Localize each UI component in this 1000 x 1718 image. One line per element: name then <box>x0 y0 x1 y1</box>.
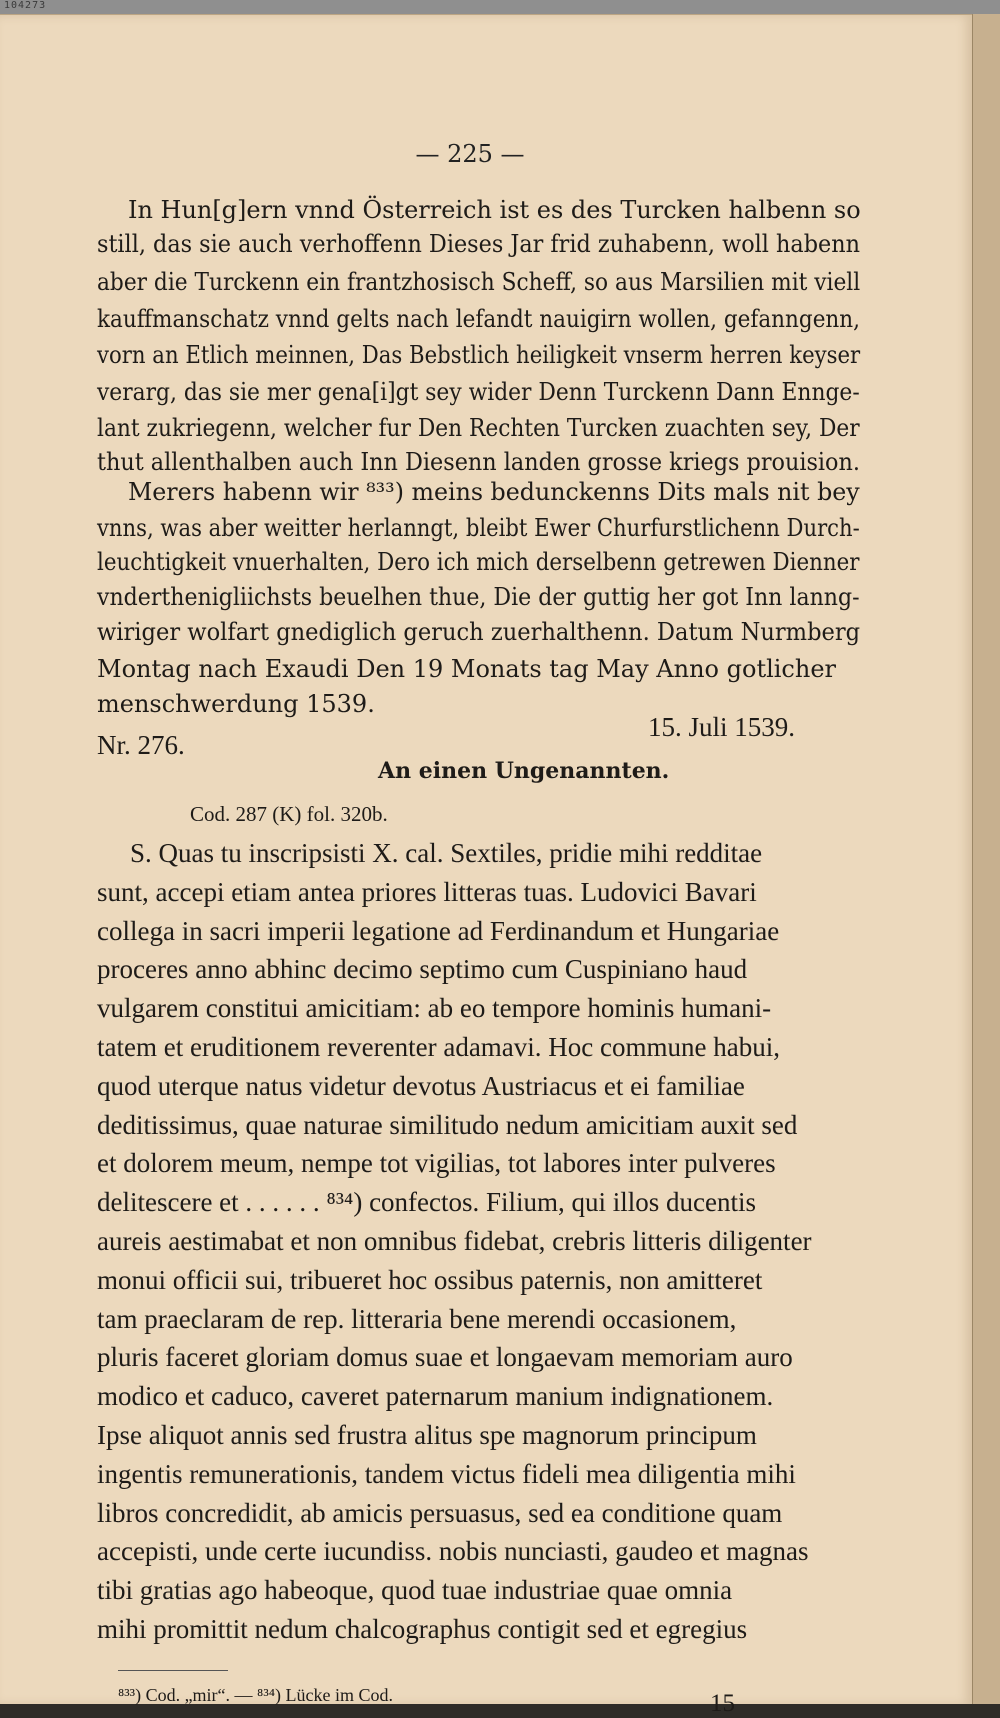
german-line: aber die Turckenn ein frantzhosisch Scheff, so aus Marsilien mit viell <box>97 268 861 296</box>
german-line: thut allenthalben auch Inn Diesenn landen grosse kriegs prouision. <box>97 448 860 476</box>
german-line: still, das sie auch verhoffenn Dieses Jar frid zuhabenn, woll habenn <box>97 230 860 258</box>
latin-line: aureis aestimabat et non omnibus fidebat, crebris litteris diligenter <box>97 1226 812 1256</box>
german-line: vnns, was aber weitter herlanngt, bleibt Ewer Churfurstlichenn Durch- <box>97 514 860 542</box>
latin-line: quod uterque natus videtur devotus Austriacus et ei familiae <box>97 1071 745 1101</box>
scan-label: 104273 <box>4 0 47 11</box>
letter-number: Nr. 276. <box>97 730 185 760</box>
latin-line: collega in sacri imperii legatione ad Ferdinandum et Hungariae <box>97 916 780 946</box>
latin-line: monui officii sui, tribueret hoc ossibus paternis, non amitteret <box>97 1265 763 1295</box>
german-line: wiriger wolfart gnediglich geruch zuerhalthenn. Datum Nurmberg <box>97 618 861 646</box>
german-line: In Hun[g]ern vnnd Österreich ist es des Turcken halbenn so <box>128 196 861 224</box>
german-line: vnderthenigliichsts beuelhen thue, Die der guttig her got Inn lanng- <box>97 583 860 611</box>
letter-heading: An einen Ungenannten. <box>378 758 670 784</box>
latin-line: S. Quas tu inscripsisti X. cal. Sextiles, pridie mihi redditae <box>130 838 763 868</box>
latin-line: tam praeclaram de rep. litteraria bene merendi occasionem, <box>97 1304 737 1334</box>
page-gutter <box>972 14 1000 1704</box>
letter-date: 15. Juli 1539. <box>648 712 796 742</box>
latin-line: vulgarem constitui amicitiam: ab eo tempore hominis humani- <box>97 993 772 1023</box>
latin-line: et dolorem meum, nempe tot vigilias, tot labores inter pulveres <box>97 1148 776 1178</box>
latin-line: mihi promittit nedum chalcographus contigit sed et egregius <box>97 1614 748 1644</box>
german-line: menschwerdung 1539. <box>97 690 375 718</box>
latin-line: proceres anno abhinc decimo septimo cum Cuspiniano haud <box>97 954 748 984</box>
signature-mark: 15 <box>710 1690 735 1717</box>
source-reference: Cod. 287 (K) fol. 320b. <box>190 802 388 826</box>
latin-line: tibi gratias ago habeoque, quod tuae industriae quae omnia <box>97 1575 733 1605</box>
latin-line: delitescere et . . . . . . ⁸³⁴) confectos. Filium, qui illos ducentis <box>97 1187 757 1217</box>
latin-line: tatem et eruditionem reverenter adamavi. Hoc commune habui, <box>97 1032 780 1062</box>
latin-line: modico et caduco, caveret paternarum manium indignationem. <box>97 1381 774 1411</box>
page-number: — 225 — <box>415 140 525 168</box>
footnote-separator <box>118 1670 228 1671</box>
scan-bottom-edge <box>0 1704 1000 1718</box>
latin-line: libros concredidit, ab amicis persuasus, sed ea conditione quam <box>97 1498 783 1528</box>
german-line: verarg, das sie mer gena[i]gt sey wider Denn Turckenn Dann Ennge- <box>97 378 860 406</box>
latin-line: ingentis remunerationis, tandem victus fideli mea diligentia mihi <box>97 1459 796 1489</box>
latin-line: Ipse aliquot annis sed frustra alitus spe magnorum principum <box>97 1420 757 1450</box>
latin-line: sunt, accepi etiam antea priores litteras tuas. Ludovici Bavari <box>97 877 757 907</box>
latin-line: pluris faceret gloriam domus suae et longaevam memoriam auro <box>97 1342 793 1372</box>
german-line: Montag nach Exaudi Den 19 Monats tag May Anno gotlicher <box>97 655 837 683</box>
german-line: kauffmanschatz vnnd gelts nach lefandt nauigirn wollen, gefanngenn, <box>97 305 861 333</box>
german-line: lant zukriegenn, welcher fur Den Rechten Turcken zuachten sey, Der <box>97 414 860 442</box>
footnotes: ⁸³³) Cod. „mir“. — ⁸³⁴) Lücke im Cod. <box>118 1685 393 1705</box>
latin-line: accepisti, unde certe iucundiss. nobis nunciasti, gaudeo et magnas <box>97 1536 809 1566</box>
german-line: Merers habenn wir ⁸³³) meins bedunckenns Dits mals nit bey <box>128 478 860 506</box>
german-line: leuchtigkeit vnuerhalten, Dero ich mich derselbenn getrewen Dienner <box>97 548 860 576</box>
german-line: vorn an Etlich meinnen, Das Bebstlich heiligkeit vnserm herren keyser <box>97 341 861 369</box>
scan-top-strip <box>0 0 1000 14</box>
latin-line: deditissimus, quae naturae similitudo nedum amicitiam auxit sed <box>97 1110 798 1140</box>
